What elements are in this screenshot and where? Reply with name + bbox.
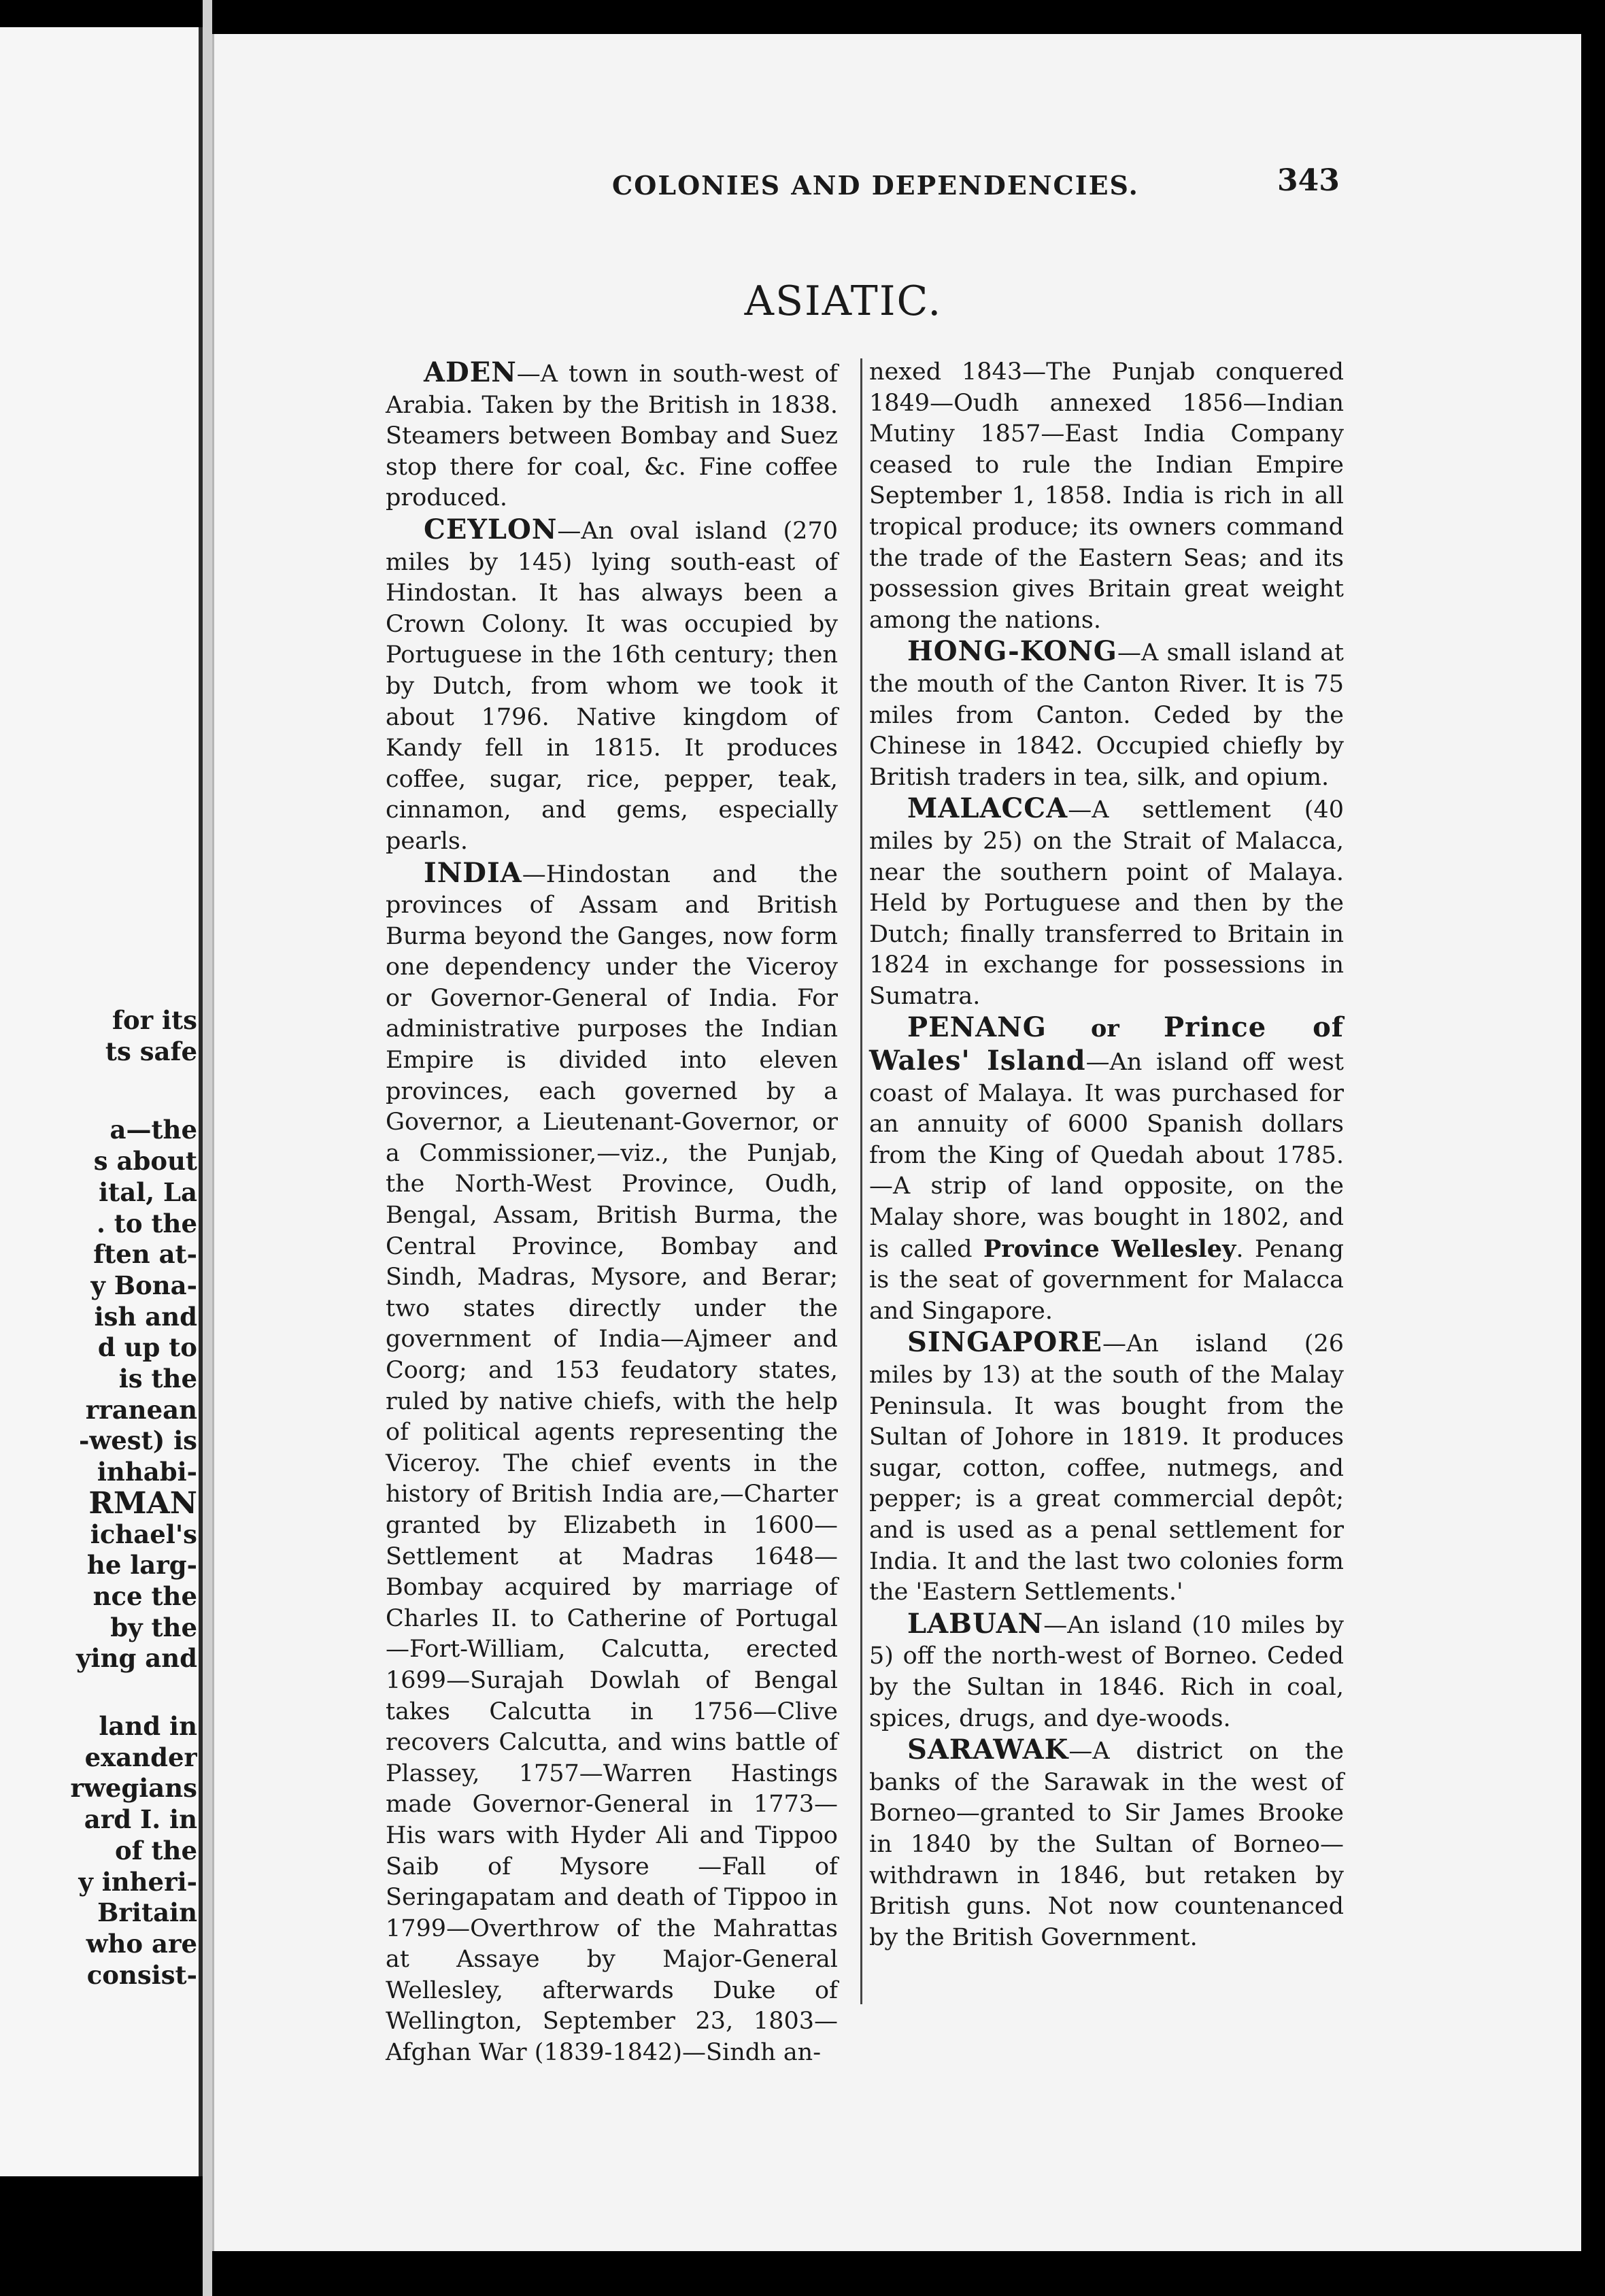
entry-heading: SARAWAK [907,1734,1069,1766]
entry-text: . Penang is the seat of government for Malacca and Singapore. [869,1235,1344,1325]
facing-page-text-fragments [0,1005,197,1991]
entry-malacca [869,793,1344,1012]
fragment-line: ichael's [90,1519,197,1549]
entry-text: —An oval island (270 miles by 145) lying south-east of Hindostan. It has always been a Crown Colony. It was occupied by Portuguese in the 16th century; then by Dutch, from whom we took it about 1796. Native kingdom of Kandy fell in 1815. It produces coffee, sugar, rice, pepper, teak, cinnamon, and gems, especially pearls. [386,517,838,855]
entry-singapore [869,1327,1344,1608]
fragment-line: rwegians [70,1773,197,1804]
entry-connector: or [1046,1015,1164,1043]
entry-india-continued [869,357,1344,636]
entry-text: —An island (26 miles by 13) at the south of the Malay Peninsula. It was bought from the Sultan of Johore in 1819. It produces sugar, cotton, coffee, nutmegs, and pepper; is a great commercial depôt; and is used as a penal settlement for India. It and the last two colonies form the 'Eastern Settlements.' [869,1330,1344,1606]
entry-hong-kong [869,636,1344,793]
entry-text: nexed 1843—The Punjab conquered 1849—Oudh annexed 1856—Indian Mutiny 1857—East India Company ceased to rule the Indian Empire September 1, 1858. India is rich in all tropical produce; its owners command the trade of the Eastern Seas; and its possession gives Britain great weight among the nations. [869,358,1344,634]
fragment-line: d up to [97,1332,197,1363]
entry-sarawak [869,1734,1344,1953]
entry-penang [869,1012,1344,1327]
fragment-line: -west) is [79,1425,197,1456]
entry-text: —A town in south-west of Arabia. Taken by the British in 1838. Steamers between Bombay and Suez stop there for coal, &c. Fine coffee produced. [386,360,838,512]
page-number: 343 [1277,163,1340,198]
entry-text: —Hindostan and the provinces of Assam and British Burma beyond the Ganges, now form one dependency under the Viceroy or Governor-General of India. For administrative purposes the Indian Empire is divided into eleven provinces, each governed by a Governor, a Lieutenant-Governor, or a Commissioner,—viz., the Punjab, the North-West Province, Oudh, Bengal, Assam, British Burma, the Central Province, Bombay and Sindh, Madras, Mysore, and Berar; two states directly under the government of India—Ajmeer and Coorg; and 153 feudatory states, ruled by native chiefs, with the help of political agents representing the Viceroy. The chief events in the history of British India are,—Charter granted by Elizabeth in 1600—Settlement at Madras 1648—Bombay acquired by marriage of Charles II. to Catherine of Portugal —Fort-William, Calcutta, erected 1699—Surajah Dowlah of Bengal takes Calcutta in 1756—Clive recovers Calcutta, and wins battle of Plassey, 1757—Warren Hastings made Governor-General in 1773—His wars with Hyder Ali and Tippoo Saib of Mysore —Fall of Seringapatam and death of Tippoo in 1799—Overthrow of the Mahrattas at Assaye by Major-General Wellesley, afterwards Duke of Wellington, September 23, 1803— Afghan War (1839-1842)—Sindh an- [386,860,838,2067]
fragment-line: ital, La [99,1177,197,1207]
fragment-line: inhabi- [97,1457,197,1487]
entry-ceylon [386,514,838,858]
running-head: COLONIES AND DEPENDENCIES. [612,170,1139,201]
fragment-line: RMAN [88,1487,197,1519]
fragment-line: is the [118,1364,197,1394]
fragment-line: by the [110,1612,197,1642]
fragment-line: ying and [76,1643,197,1674]
entry-labuan [869,1608,1344,1734]
fragment-line: he larg- [86,1550,197,1581]
entry-text: —An island (10 miles by 5) off the north-west of Borneo. Ceded by the Sultan in 1846. Rich in coal, spices, drugs, and dye-woods. [869,1611,1344,1732]
entry-heading: SINGAPORE [907,1326,1103,1359]
entry-text: —A district on the banks of the Sarawak in the west of Borneo—granted to Sir James Brooke in 1840 by the Sultan of Borneo—withdrawn in 1846, but retaken by British guns. Not now countenanced by the British Government. [869,1738,1344,1951]
fragment-line: ard I. in [84,1804,197,1835]
entry-aden [386,357,838,514]
section-title: ASIATIC. [744,277,943,325]
entry-heading: CEYLON [424,513,558,545]
entry-heading: ADEN [424,356,517,388]
fragment-line: of the [114,1835,197,1866]
entry-india [386,858,838,2069]
fragment-line: s about [93,1146,197,1177]
entry-alt-heading: Prince of Wales' Island [869,1011,1344,1077]
book-gutter [203,0,212,2296]
fragment-line: land in [99,1711,197,1742]
fragment-line: rranean [85,1394,197,1425]
fragment-line: y Bona- [90,1270,197,1300]
fragment-line: Britain [97,1897,197,1928]
entry-heading: PENANG [907,1011,1047,1044]
fragment-line: ften at- [93,1239,197,1270]
entry-heading: MALACCA [907,792,1068,825]
fragment-line: who are [86,1928,197,1959]
fragment-line: ish and [94,1301,197,1332]
fragment-line: y inheri- [78,1866,197,1897]
entry-heading: INDIA [424,856,522,889]
fragment-line: consist- [86,1959,197,1990]
facing-page [0,27,203,2176]
fragment-line: exander [84,1742,197,1772]
column-divider [860,358,862,2004]
entry-heading: LABUAN [907,1607,1044,1640]
entry-text: —A settlement (40 miles by 25) on the Strait of Malacca, near the southern point of Malaya. Held by Portuguese and then by the Dutch; finally transferred to Britain in 1824 in exchange for possessions in Sumatra. [869,796,1344,1010]
fragment-line: nce the [92,1581,197,1611]
fragment-line: a—the [109,1115,197,1145]
entry-text: —A small island at the mouth of the Canton River. It is 75 miles from Canton. Ceded by the Chinese in 1842. Occupied chiefly by British traders in tea, silk, and opium. [869,639,1344,791]
entry-text: —An island off west coast of Malaya. It was purchased for an annuity of 6000 Spanish dollars from the King of Quedah about 1785.—A strip of land opposite, on the Malay shore, was bought in 1802, and is called [869,1049,1344,1263]
fragment-line: . to the [97,1208,197,1238]
fragment-line: for its [112,1005,197,1035]
fragment-line: ts safe [105,1036,197,1066]
entry-heading: HONG-KONG [907,635,1117,668]
entry-inline-heading: Province Wellesley [983,1234,1236,1263]
right-column [869,357,1344,1953]
left-column [386,357,838,2069]
